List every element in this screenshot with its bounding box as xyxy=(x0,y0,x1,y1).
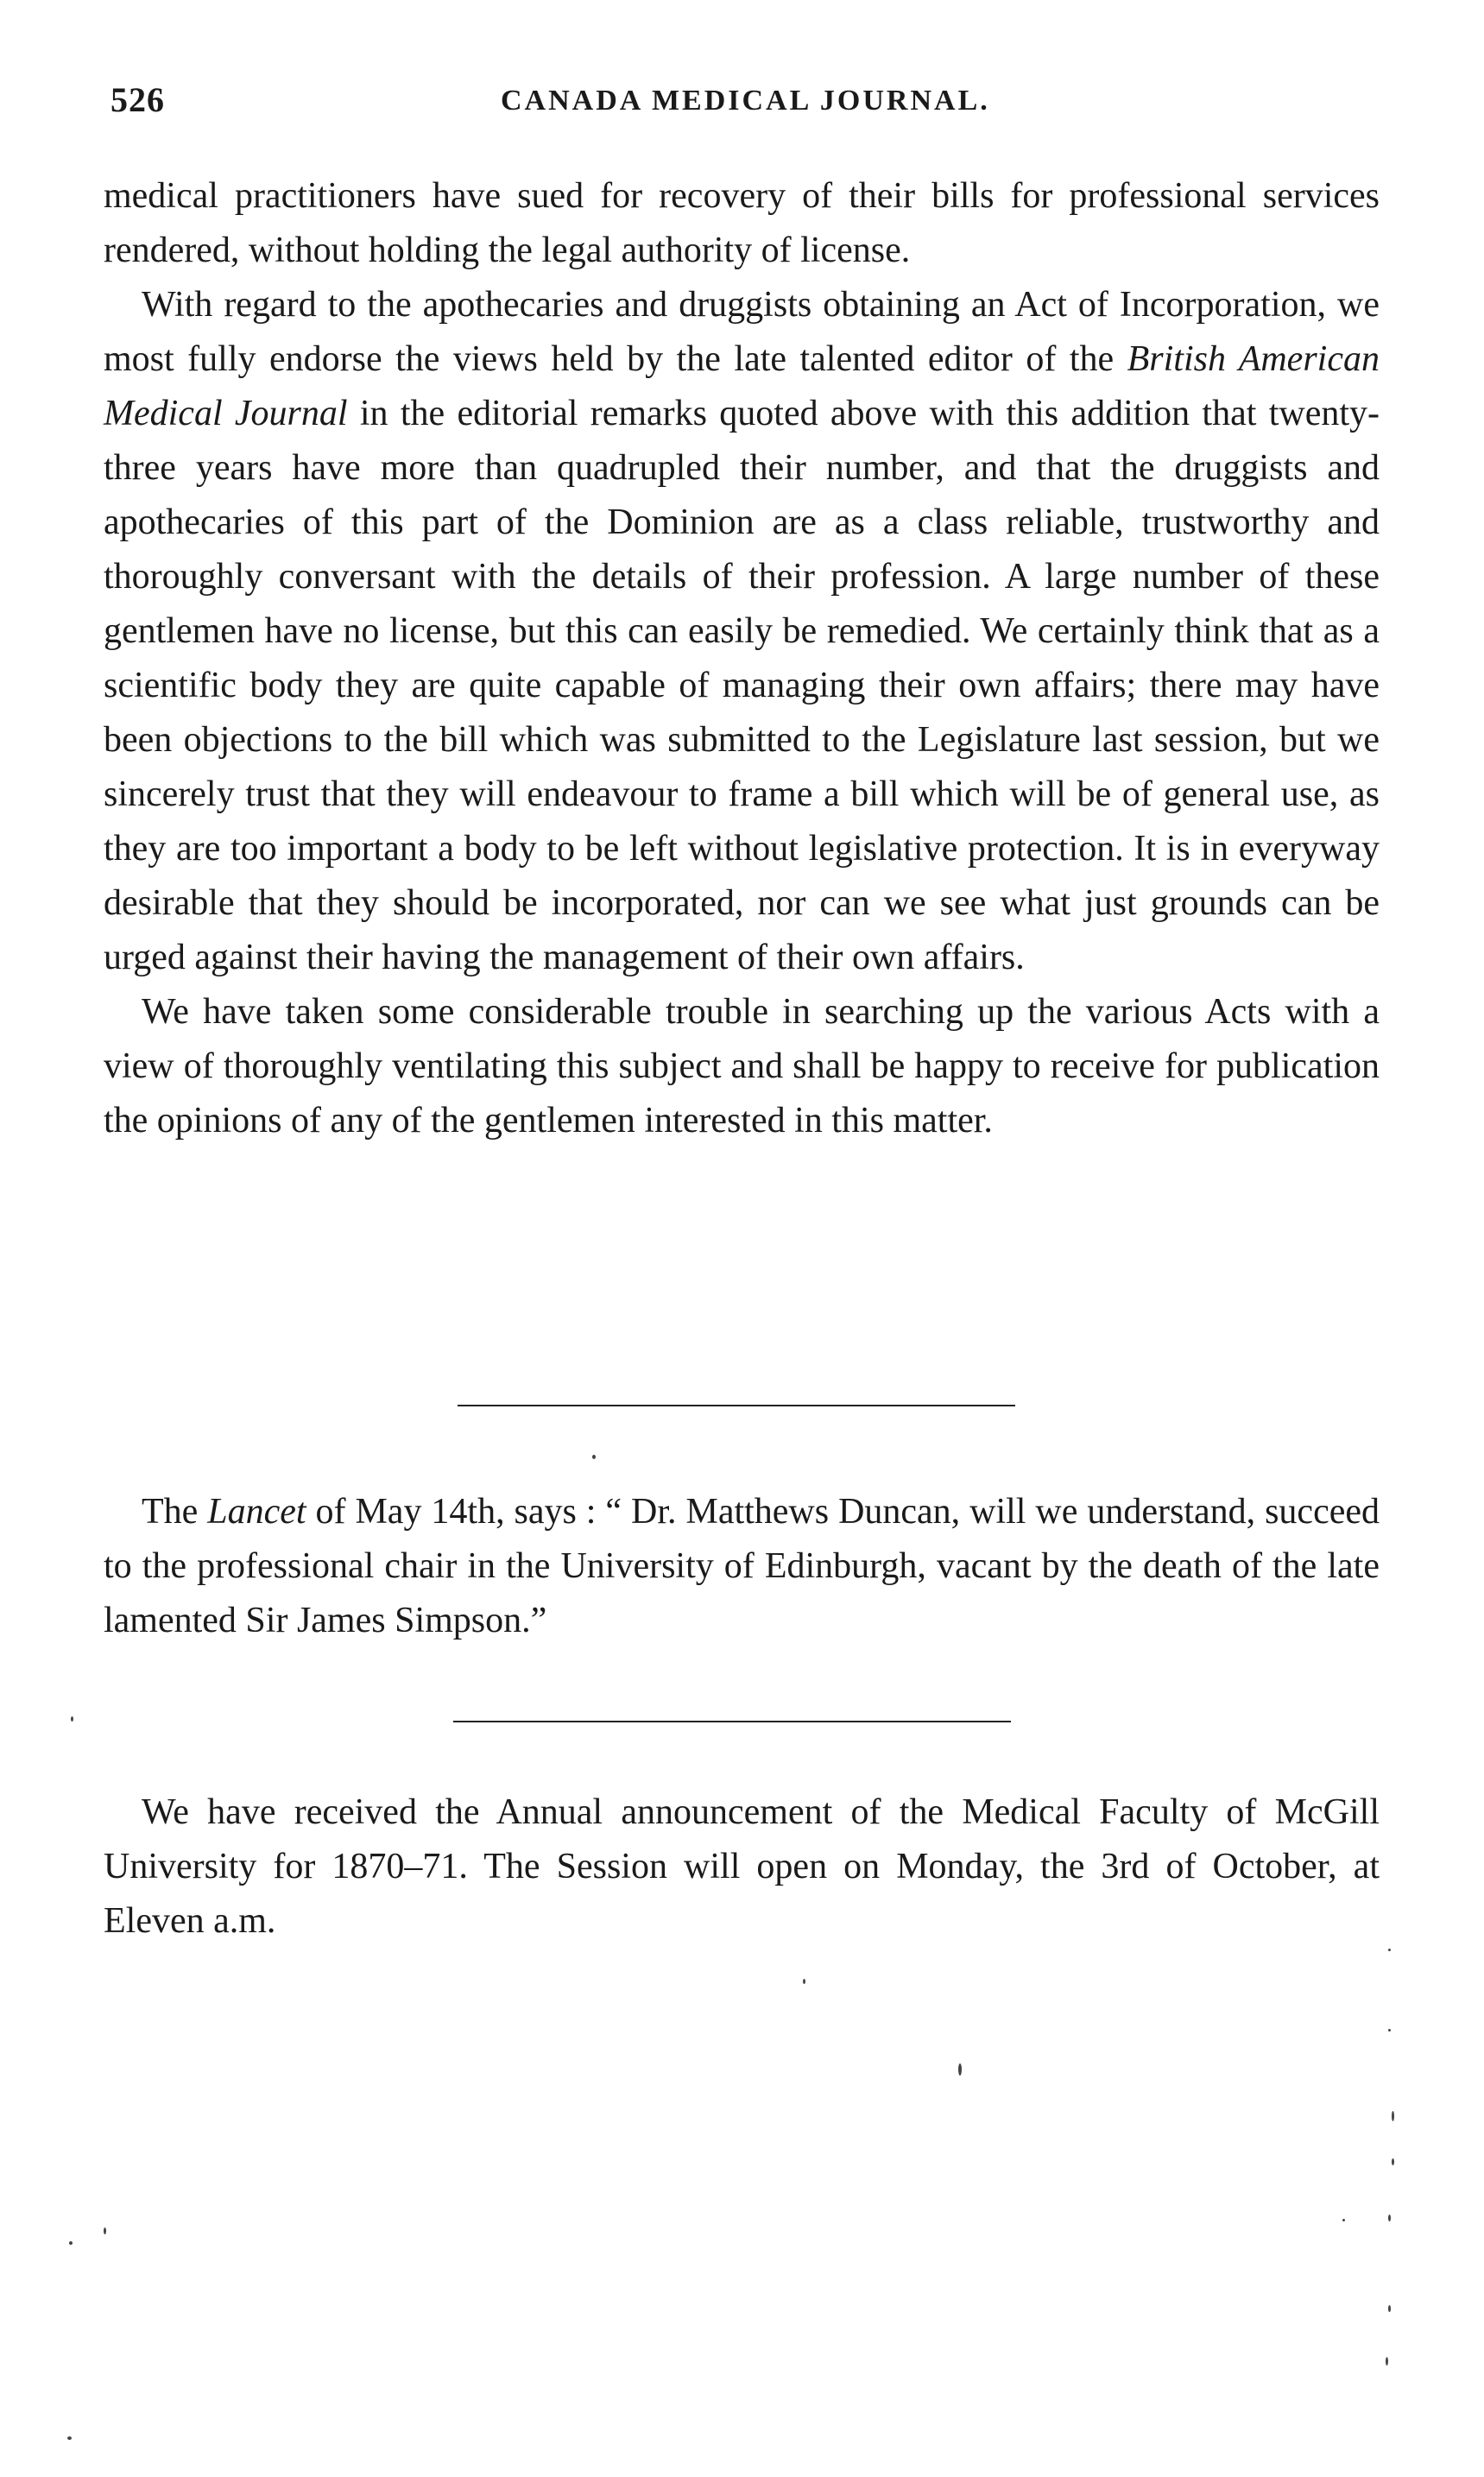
journal-title: CANADA MEDICAL JOURNAL. xyxy=(501,85,990,117)
paragraph-continuation: medical practitioners have sued for recovery of their bills for professional services rendered, without holding the legal authority of license. xyxy=(104,176,1380,270)
paragraph-text: in the editorial remarks quoted above with this addition that twenty-three years have more than quadrupled their number, and that the druggists and apothecaries of this part of the Dominion are as a class reliable, trustworthy and thoroughly conversant with the details of their profession. A large number of these gentlemen have no license, but this can easily be remedied. We certainly think that as a scientific body they are quite capable of managing their own affairs; there may have been objections to the bill which was submitted to the Legislature last session, but we sincerely trust that they will endeavour to frame a bill which will be of general use, as they are too important a body to be left without legislative protection. It is in everyway desirable that they should be incorporated, nor can we see what just grounds can be urged against their having the management of their own affairs. xyxy=(104,394,1380,977)
article-body xyxy=(104,169,1380,1148)
scan-speck xyxy=(1388,2029,1391,2032)
paragraph-incorporation xyxy=(104,278,1380,985)
scan-speck xyxy=(1388,2305,1391,2312)
paragraph-acts: We have taken some considerable trouble in searching up the various Acts with a view of thoroughly ventilating this subject and shall be happy to receive for publication the opinions of any of the gentlemen interested in this matter. xyxy=(104,992,1380,1141)
paragraph-text: The xyxy=(142,1492,208,1532)
scan-speck xyxy=(1342,2219,1345,2221)
section-divider xyxy=(453,1721,1011,1722)
scan-speck xyxy=(71,1716,73,1722)
journal-name: Lancet xyxy=(207,1492,306,1532)
scan-speck xyxy=(1392,2111,1394,2121)
scan-speck xyxy=(592,1455,596,1459)
lancet-note xyxy=(104,1485,1380,1648)
paragraph-text: With regard to the apothecaries and druggists obtaining an Act of Incorporation, we most fully endorse the views held by the late talented editor of the xyxy=(104,285,1380,379)
mcgill-note xyxy=(104,1785,1380,1949)
scan-speck xyxy=(69,2241,73,2245)
scan-speck xyxy=(1392,2158,1394,2165)
page-number: 526 xyxy=(111,80,165,119)
section-divider xyxy=(458,1405,1015,1406)
scan-speck xyxy=(1386,2357,1388,2366)
scan-speck xyxy=(958,2063,962,2076)
scan-speck xyxy=(67,2436,72,2440)
journal-name: British American Medical Journal xyxy=(104,339,1380,433)
scan-speck xyxy=(1388,2215,1391,2221)
paragraph-text: of May 14th, says : “ Dr. Matthews Duncan, will we understand, succeed to the professional chair in the University of Edinburgh, vacant by the death of the late lamented Sir James Simpson.” xyxy=(104,1492,1380,1640)
scan-speck xyxy=(1388,1949,1391,1951)
scan-speck xyxy=(104,2227,106,2234)
scan-speck xyxy=(803,1979,805,1984)
running-head xyxy=(111,79,1388,131)
lancet-paragraph xyxy=(104,1485,1380,1648)
mcgill-paragraph: We have received the Annual announcement of the Medical Faculty of McGill University for 1870–71. The Session will open on Monday, the 3rd of October, at Eleven a.m. xyxy=(104,1792,1380,1941)
